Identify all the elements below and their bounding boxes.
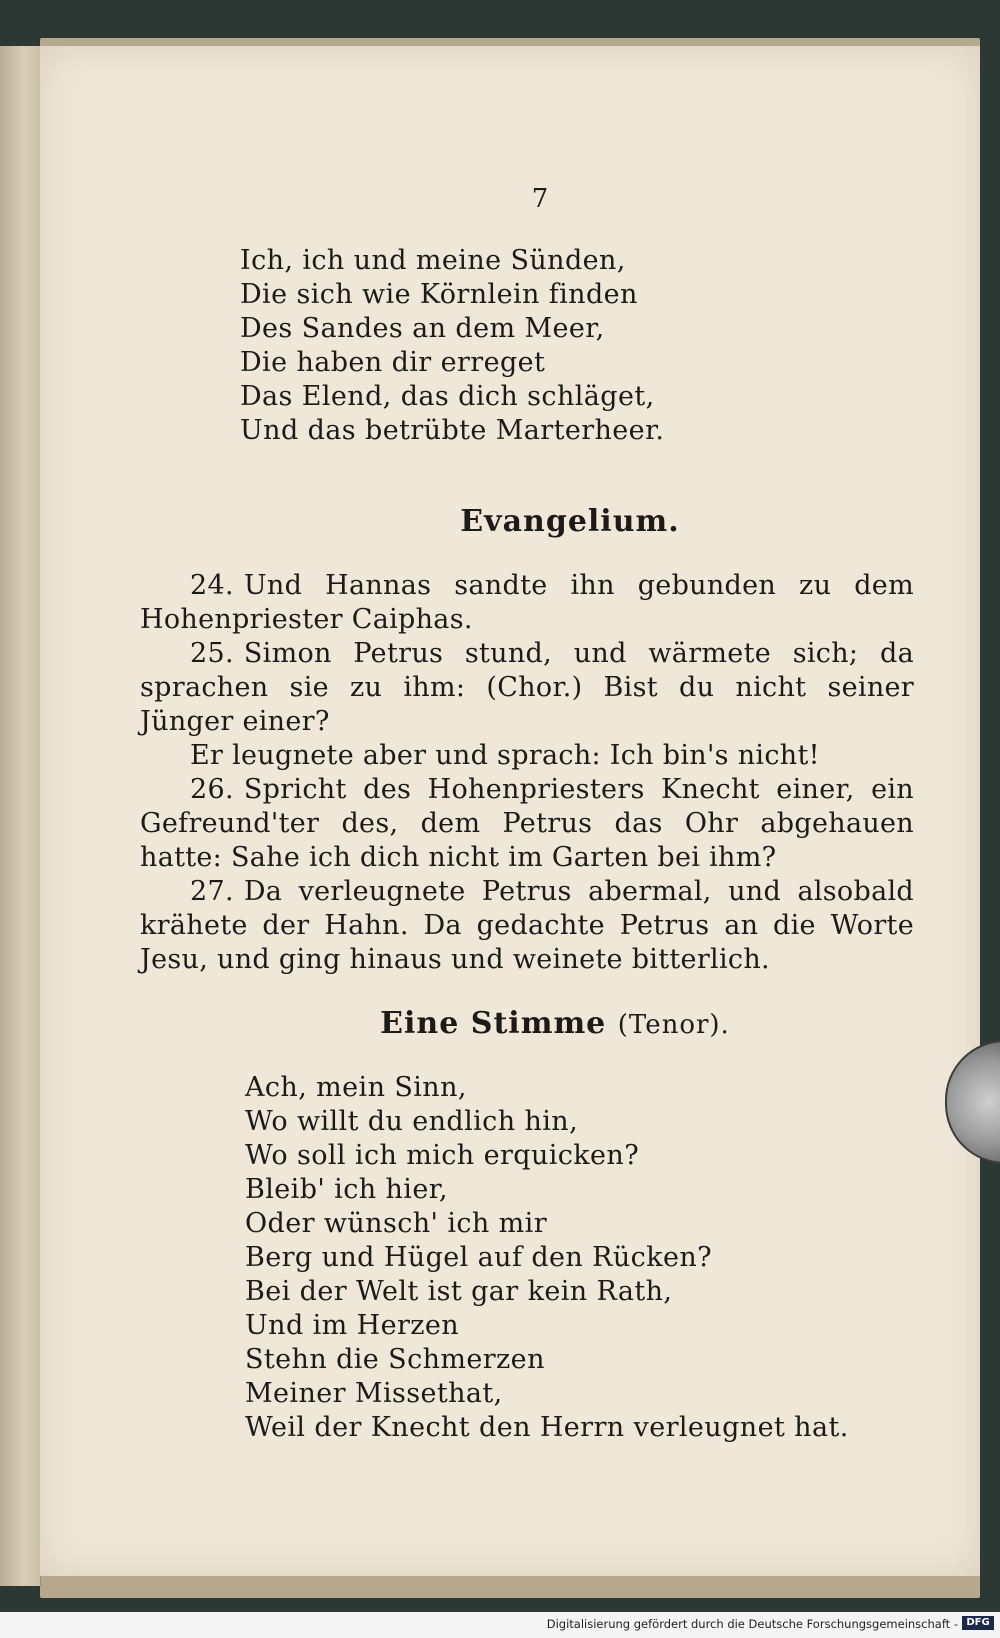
- left-page-edge: [0, 46, 41, 1586]
- paragraph-text: Da verleugnete Petrus abermal, und alsobald krähete der Hahn. Da gedachte Petrus an die Worte Jesu, und ging hinaus und weinete bitterlich.: [140, 876, 914, 975]
- verse-number: 24.: [190, 570, 234, 601]
- verse-number: 27.: [190, 876, 234, 907]
- verse-line: Die haben dir erreget: [240, 347, 546, 378]
- digitization-credit: Digitalisierung gefördert durch die Deutsche Forschungsgemeinschaft -: [546, 1617, 958, 1631]
- paragraph-text: Er leugnete aber und sprach: Ich bin's nicht!: [190, 740, 820, 771]
- verse-line: Ach, mein Sinn,: [245, 1072, 467, 1103]
- verse-line: Wo soll ich mich erquicken?: [245, 1140, 640, 1171]
- verse-stanza-2: [245, 1071, 849, 1445]
- verse-line: Und im Herzen: [245, 1310, 460, 1341]
- verse-line: Weil der Knecht den Herrn verleugnet hat.: [245, 1412, 849, 1443]
- gospel-paragraph: [140, 569, 914, 637]
- heading-stimme-voice: (Tenor).: [617, 1010, 730, 1040]
- gospel-text: [140, 569, 914, 977]
- page-number-text: 7: [531, 184, 549, 214]
- gospel-paragraph: [140, 773, 914, 875]
- gospel-paragraph: [140, 739, 914, 773]
- verse-stanza-1: [240, 244, 664, 448]
- verse-line: Stehn die Schmerzen: [245, 1344, 545, 1375]
- verse-line: Des Sandes an dem Meer,: [240, 313, 605, 344]
- page-content: [40, 46, 980, 1576]
- heading-evangelium: Evangelium.: [460, 504, 680, 539]
- gospel-paragraph: [140, 875, 914, 977]
- verse-line: Und das betrübte Marterheer.: [240, 415, 665, 446]
- book-page: [40, 46, 980, 1576]
- gospel-paragraph: [140, 637, 914, 739]
- verse-line: Bei der Welt ist gar kein Rath,: [245, 1276, 673, 1307]
- heading-stimme-text: Eine Stimme: [380, 1006, 607, 1041]
- paragraph-text: Simon Petrus stund, und wärmete sich; da sprachen sie zu ihm: (Chor.) Bist du nicht seiner Jünger einer?: [140, 638, 914, 737]
- verse-line: Das Elend, das dich schläget,: [240, 381, 655, 412]
- verse-line: Oder wünsch' ich mir: [245, 1208, 548, 1239]
- dfg-logo: DFG: [962, 1616, 994, 1630]
- verse-line: Ich, ich und meine Sünden,: [240, 245, 626, 276]
- page-number: [40, 184, 980, 214]
- heading-eine-stimme: [40, 1006, 980, 1041]
- paragraph-text: Und Hannas sandte ihn gebunden zu dem Hohenpriester Caiphas.: [140, 570, 914, 635]
- verse-number: 26.: [190, 774, 234, 805]
- verse-number: 25.: [190, 638, 234, 669]
- verse-line: Berg und Hügel auf den Rücken?: [245, 1242, 712, 1273]
- verse-line: Wo willt du endlich hin,: [245, 1106, 579, 1137]
- verse-line: Meiner Missethat,: [245, 1378, 503, 1409]
- verse-line: Die sich wie Körnlein finden: [240, 279, 638, 310]
- paragraph-text: Spricht des Hohenpriesters Knecht einer, ein Gefreund'ter des, dem Petrus das Ohr abgehauen hatte: Sahe ich dich nicht im Garten bei ihm?: [140, 774, 914, 873]
- verse-line: Bleib' ich hier,: [245, 1174, 449, 1205]
